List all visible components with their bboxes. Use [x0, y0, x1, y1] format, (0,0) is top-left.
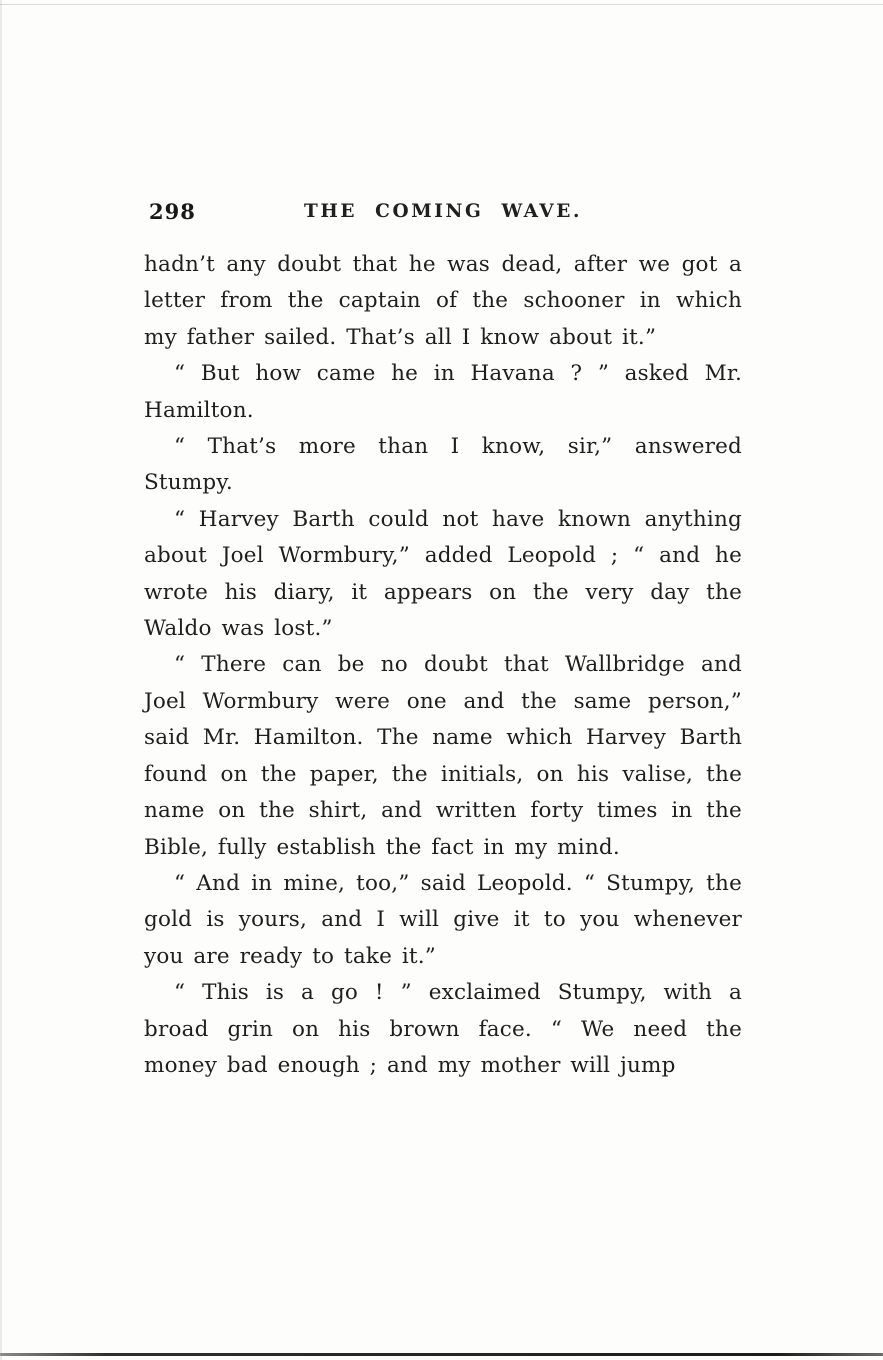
- paragraph: hadn’t any doubt that he was dead, after we got a letter from the captain of the schooner in which my father sailed. That’s all I know about it.”: [144, 252, 742, 350]
- scan-edge-top: [0, 4, 883, 5]
- paragraph: “ Harvey Barth could not have known anything about Joel Wormbury,” added Leopold ; “ and he wrote his diary, it appears on the very day the Waldo was lost.”: [144, 506, 742, 642]
- scan-edge-bottom: [0, 1353, 883, 1356]
- running-title: THE COMING WAVE.: [303, 201, 582, 222]
- page-text: [144, 247, 742, 1084]
- paragraph: “ This is a go ! ” exclaimed Stumpy, with a broad grin on his brown face. “ We need the money bad enough ; and my mother will jump: [144, 980, 742, 1078]
- page-number: 298: [149, 199, 196, 224]
- paragraph: “ There can be no doubt that Wallbridge and Joel Wormbury were one and the same person,” said Mr. Hamilton. The name which Harvey Barth found on the paper, the initials, on his valise, the name on the shirt, and written forty times in the Bible, fully establish the fact in my mind.: [144, 652, 742, 860]
- running-head: [143, 198, 743, 230]
- scan-edge-left: [0, 0, 2, 1360]
- paragraph: “ And in mine, too,” said Leopold. “ Stumpy, the gold is yours, and I will give it to you whenever you are ready to take it.”: [144, 870, 742, 969]
- paragraph: “ That’s more than I know, sir,” answered Stumpy.: [144, 434, 742, 496]
- paragraph: “ But how came he in Havana ? ” asked Mr. Hamilton.: [144, 361, 742, 423]
